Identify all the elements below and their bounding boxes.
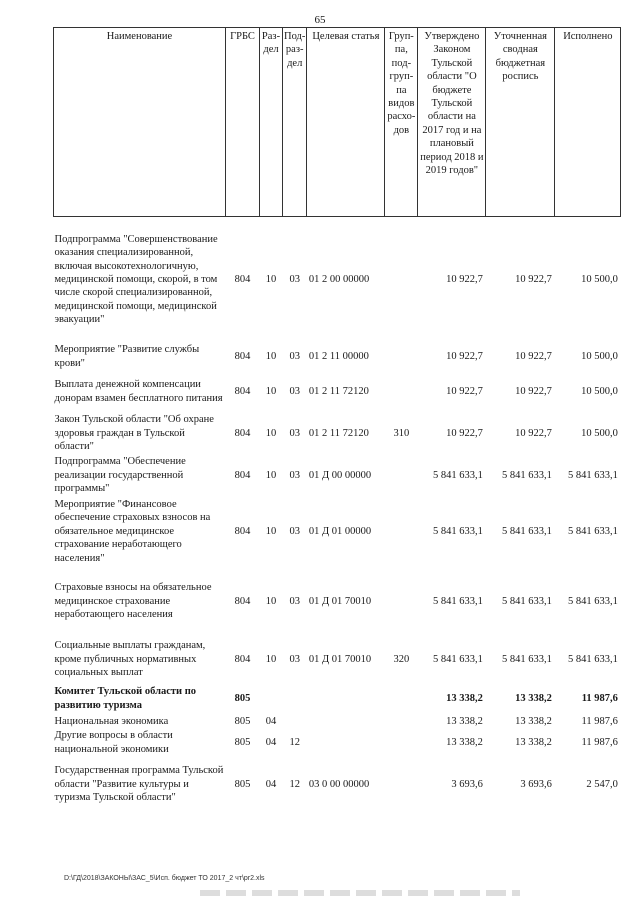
cell-approved: 13 338,2 — [446, 715, 483, 727]
cell-razdel: 04 — [265, 778, 277, 790]
cell-podrazdel — [283, 715, 307, 729]
table-row — [54, 567, 621, 637]
cell-name: Страховые взносы на обязательное медицинское страхование неработающего населения — [54, 582, 212, 621]
cell-target — [307, 729, 385, 757]
cell-refined: 10 922,7 — [515, 274, 552, 286]
cell-podrazdel: 12 — [289, 778, 300, 790]
cell-grbs: 805 — [234, 736, 251, 748]
cell-grbs: 804 — [234, 653, 251, 665]
cell-approved: 10 922,7 — [446, 385, 483, 397]
cell-podrazdel: 03 — [289, 427, 300, 439]
cell-executed: 10 500,0 — [581, 274, 618, 286]
cell-group — [385, 757, 418, 813]
cell-approved: 5 841 633,1 — [433, 469, 483, 481]
cell-name: Национальная экономика — [54, 715, 169, 727]
cell-target: 01 Д 00 00000 — [308, 469, 372, 481]
cell-razdel: 10 — [265, 653, 277, 665]
table-row — [54, 497, 621, 567]
cell-grbs: 805 — [234, 778, 251, 790]
cell-executed: 10 500,0 — [581, 385, 618, 397]
cell-name: Выплата денежной компенсации донорам взамен бесплатного питания — [54, 379, 223, 404]
cell-podrazdel — [283, 683, 307, 715]
cell-podrazdel: 03 — [289, 595, 300, 607]
cell-refined: 13 338,2 — [515, 736, 552, 748]
cell-razdel: 10 — [265, 350, 277, 362]
cell-grbs: 804 — [234, 469, 251, 481]
header-podrazdel: Под-раз-дел — [283, 28, 307, 217]
cell-group: 310 — [393, 427, 410, 439]
cell-executed: 11 987,6 — [581, 736, 618, 748]
cell-razdel: 10 — [265, 595, 277, 607]
cell-podrazdel: 03 — [289, 653, 300, 665]
cell-name: Другие вопросы в области национальной экономики — [54, 730, 173, 755]
cell-approved: 5 841 633,1 — [433, 595, 483, 607]
header-target: Целевая статья — [307, 28, 385, 217]
cell-approved: 13 338,2 — [446, 692, 483, 704]
cell-approved: 10 922,7 — [446, 350, 483, 362]
cell-group: 320 — [393, 653, 410, 665]
cell-approved: 3 693,6 — [451, 778, 483, 790]
table-body — [54, 217, 621, 813]
cell-executed: 5 841 633,1 — [568, 525, 618, 537]
cell-group — [385, 567, 418, 637]
cell-executed: 2 547,0 — [586, 778, 618, 790]
cell-razdel: 10 — [265, 274, 277, 286]
cell-grbs: 804 — [234, 427, 251, 439]
cell-grbs: 804 — [234, 385, 251, 397]
cell-podrazdel: 03 — [289, 350, 300, 362]
cell-refined: 5 841 633,1 — [502, 653, 552, 665]
cell-approved: 5 841 633,1 — [433, 525, 483, 537]
cell-approved: 13 338,2 — [446, 736, 483, 748]
cell-podrazdel: 12 — [289, 736, 300, 748]
cell-approved: 10 922,7 — [446, 274, 483, 286]
scan-artifact — [200, 890, 520, 896]
cell-target: 01 Д 01 70010 — [308, 653, 372, 665]
cell-target: 01 2 11 72120 — [308, 385, 369, 397]
cell-target: 01 2 11 00000 — [308, 350, 369, 362]
cell-group — [385, 343, 418, 371]
cell-target — [307, 715, 385, 729]
cell-refined: 3 693,6 — [520, 778, 552, 790]
cell-group — [385, 217, 418, 343]
cell-grbs: 804 — [234, 274, 251, 286]
cell-grbs: 805 — [234, 715, 251, 727]
cell-razdel: 04 — [265, 715, 277, 727]
cell-executed: 5 841 633,1 — [568, 469, 618, 481]
cell-razdel: 10 — [265, 469, 277, 481]
cell-name: Подпрограмма "Совершенствование оказания специализированной, включая высокотехнологичную, медицинской помощи, скорой, в том числе скорой специализированной, медицинской помощи, медицинской эвакуации" — [54, 233, 218, 326]
cell-name: Мероприятие "Финансовое обеспечение страховых взносов на обязательное медицинское страхование неработающего населения" — [54, 498, 211, 564]
cell-executed: 5 841 633,1 — [568, 653, 618, 665]
cell-refined: 10 922,7 — [515, 350, 552, 362]
cell-executed: 11 987,6 — [581, 715, 618, 727]
cell-name: Закон Тульской области "Об охране здоровья граждан в Тульской области" — [54, 414, 214, 453]
table-header — [54, 28, 621, 217]
cell-refined: 5 841 633,1 — [502, 525, 552, 537]
cell-refined: 10 922,7 — [515, 427, 552, 439]
table-row — [54, 729, 621, 757]
cell-grbs: 805 — [234, 692, 251, 704]
cell-target: 01 Д 01 70010 — [308, 595, 372, 607]
footer-file-path: D:\ГД\2018\ЗАКОНЫ\ЗАС_5\Исп. бюджет ТО 2017_2 чт\pr2.xls — [64, 875, 265, 882]
cell-grbs: 804 — [234, 350, 251, 362]
cell-target: 01 Д 01 00000 — [308, 525, 372, 537]
cell-group — [385, 683, 418, 715]
cell-razdel — [260, 683, 283, 715]
table-row — [54, 637, 621, 683]
cell-group — [385, 497, 418, 567]
cell-name: Социальные выплаты гражданам, кроме публичных нормативных социальных выплат — [54, 640, 206, 679]
table-row — [54, 715, 621, 729]
cell-group — [385, 455, 418, 497]
cell-group — [385, 715, 418, 729]
table-row — [54, 371, 621, 413]
cell-executed: 5 841 633,1 — [568, 595, 618, 607]
cell-podrazdel: 03 — [289, 274, 300, 286]
header-refined: Уточненная сводная бюджетная роспись — [486, 28, 555, 217]
cell-target — [307, 683, 385, 715]
cell-razdel: 10 — [265, 427, 277, 439]
cell-name: Подпрограмма "Обеспечение реализации государственной программы" — [54, 456, 186, 495]
cell-grbs: 804 — [234, 595, 251, 607]
header-group: Груп-па, под-груп-па видов расхо-дов — [385, 28, 418, 217]
cell-name: Мероприятие "Развитие службы крови" — [54, 344, 200, 369]
header-razdel: Раз-дел — [260, 28, 283, 217]
cell-refined: 13 338,2 — [515, 715, 552, 727]
cell-target: 03 0 00 00000 — [308, 778, 370, 790]
table-row — [54, 455, 621, 497]
cell-refined: 5 841 633,1 — [502, 595, 552, 607]
header-executed: Исполнено — [555, 28, 621, 217]
cell-razdel: 10 — [265, 385, 277, 397]
cell-grbs: 804 — [234, 525, 251, 537]
cell-name: Государственная программа Тульской области "Развитие культуры и туризма Тульской области" — [54, 765, 224, 804]
cell-refined: 5 841 633,1 — [502, 469, 552, 481]
table-row — [54, 683, 621, 715]
cell-razdel: 04 — [265, 736, 277, 748]
table-row — [54, 343, 621, 371]
header-grbs: ГРБС — [226, 28, 260, 217]
cell-refined: 13 338,2 — [515, 692, 552, 704]
header-approved: Утверждено Законом Тульской области "О бюджете Тульской области на 2017 год и на плановый период 2018 и 2019 годов" — [418, 28, 486, 217]
cell-approved: 10 922,7 — [446, 427, 483, 439]
cell-executed: 10 500,0 — [581, 350, 618, 362]
cell-group — [385, 729, 418, 757]
cell-podrazdel: 03 — [289, 469, 300, 481]
cell-executed: 10 500,0 — [581, 427, 618, 439]
cell-target: 01 2 11 72120 — [308, 427, 369, 439]
header-name: Наименование — [54, 28, 226, 217]
table-row — [54, 217, 621, 343]
cell-approved: 5 841 633,1 — [433, 653, 483, 665]
table-row — [54, 413, 621, 455]
page-number: 65 — [314, 14, 326, 26]
cell-refined: 10 922,7 — [515, 385, 552, 397]
cell-target: 01 2 00 00000 — [308, 274, 370, 286]
budget-table — [53, 27, 621, 813]
cell-razdel: 10 — [265, 525, 277, 537]
table-row — [54, 757, 621, 813]
cell-podrazdel: 03 — [289, 385, 300, 397]
cell-executed: 11 987,6 — [581, 692, 618, 704]
cell-group — [385, 371, 418, 413]
cell-podrazdel: 03 — [289, 525, 300, 537]
cell-name: Комитет Тульской области по развитию туризма — [54, 686, 197, 711]
